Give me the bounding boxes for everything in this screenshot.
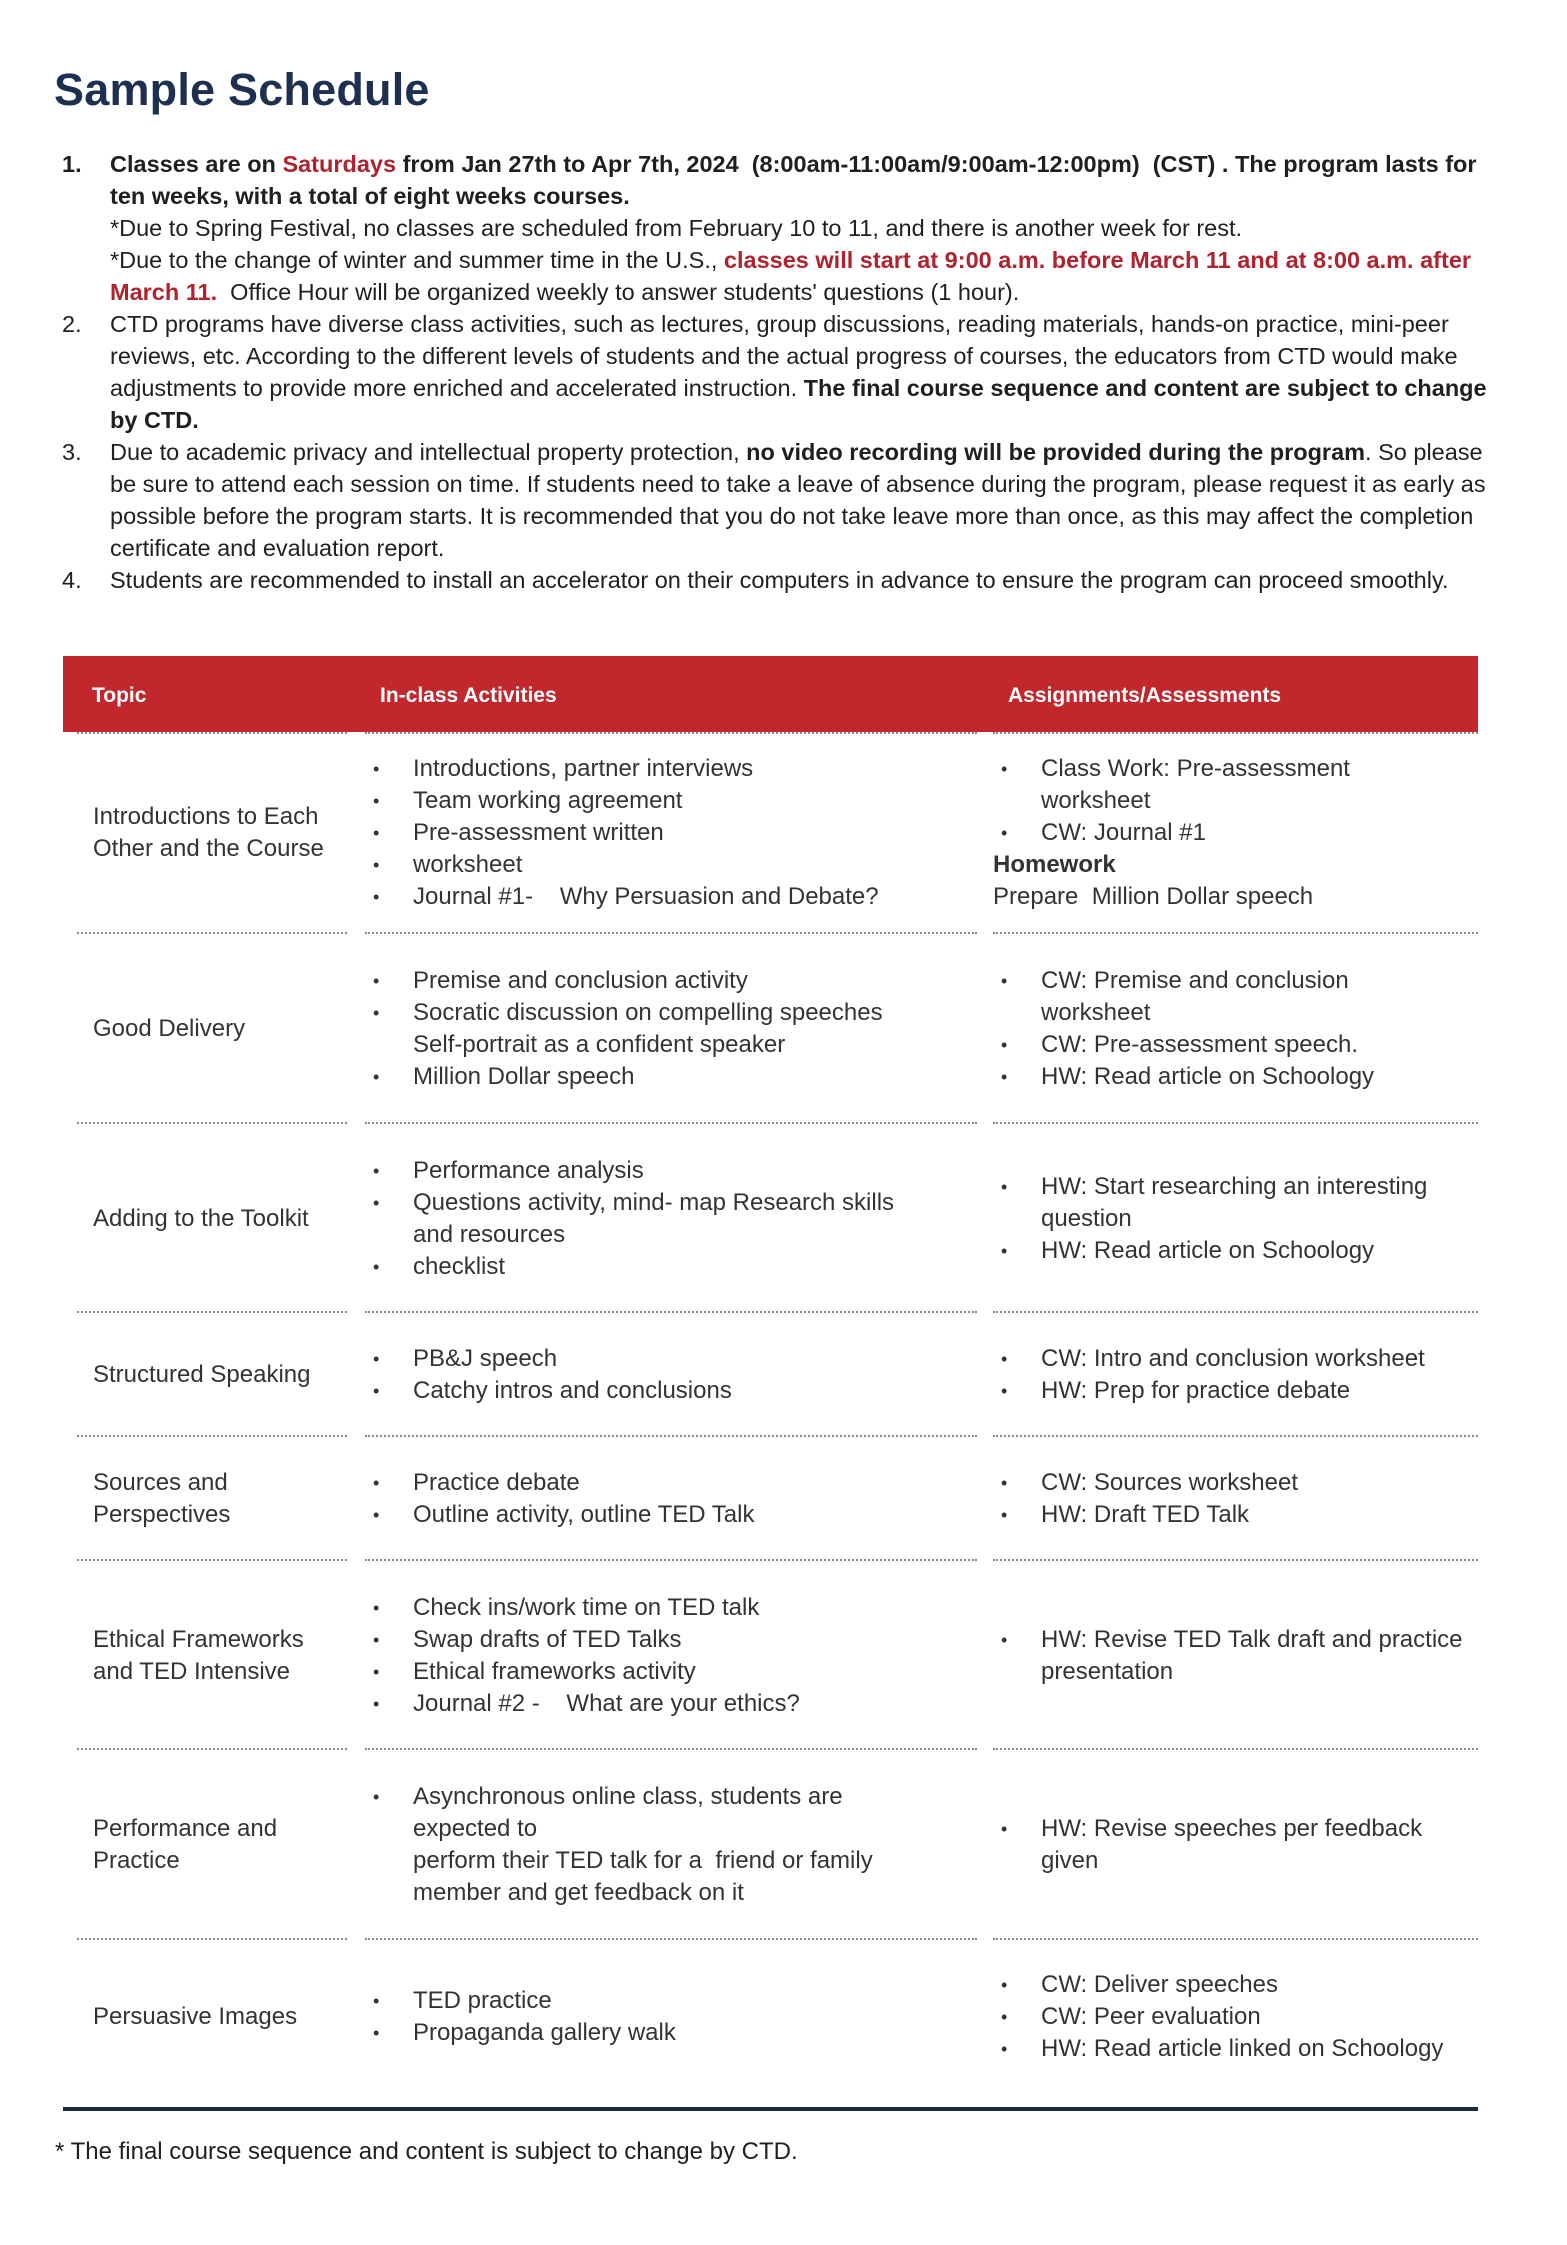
assignments-block xyxy=(993,1343,1463,1407)
activities-list xyxy=(365,965,925,1093)
assignments-cell xyxy=(993,1124,1478,1313)
activities-cell xyxy=(365,1561,1037,1750)
note-text: Due to academic privacy and intellectual property protection, xyxy=(110,439,747,465)
table-row xyxy=(63,1124,1478,1313)
note-highlight: classes will start at 9:00 a.m. before March 11 and at 8:00 a.m. after March 11. xyxy=(110,247,1472,305)
list-item: • Outline activity, outline TED Talk xyxy=(365,1499,925,1531)
note-text: . So please be sure to attend each session on time. If students need to take a leave of absence during the program, please request it as early as possible before the program starts. It is recommended that you do not take leave more than once, as this may affect the completion certificate and evaluation report. xyxy=(110,439,1486,561)
list-item: • checklist xyxy=(365,1251,925,1283)
note-text: Office Hour will be organized weekly to answer students' questions (1 hour). xyxy=(217,279,1020,305)
activities-list xyxy=(365,753,925,913)
page-title: Sample Schedule xyxy=(54,64,430,115)
note-bold: The final course sequence and content are subject to change by CTD. xyxy=(110,375,1487,433)
list-item: • CW: Pre-assessment speech. xyxy=(993,1029,1463,1061)
list-item: • HW: Read article on Schoology xyxy=(993,1235,1463,1267)
assignments-cell xyxy=(993,1313,1478,1437)
activities-cell xyxy=(365,1437,1037,1561)
list-item: • Journal #2 - What are your ethics? xyxy=(365,1688,925,1720)
activities-cell xyxy=(365,1313,1037,1437)
note-body xyxy=(110,308,1492,436)
note-text: CTD programs have diverse class activities, such as lectures, group discussions, reading materials, hands-on practice, mini-peer reviews, etc. According to the different levels of students and the actual progress of courses, the educators from CTD would make adjustments to provide more enriched and accelerated instruction. xyxy=(110,311,1458,401)
assignments-list xyxy=(993,1813,1463,1877)
assignments-block xyxy=(993,1813,1463,1877)
list-item: • Practice debate xyxy=(365,1467,925,1499)
table-row xyxy=(63,732,1478,934)
note-body xyxy=(110,148,1492,308)
topic-cell xyxy=(77,1561,347,1750)
note-body xyxy=(110,564,1492,596)
topic-text: Structured Speaking xyxy=(93,1361,311,1388)
list-item: • Million Dollar speech xyxy=(365,1061,925,1093)
assignments-list xyxy=(993,1969,1463,2065)
topic-text: Introductions to Each Other and the Course xyxy=(93,803,324,862)
topic-text: Adding to the Toolkit xyxy=(93,1204,309,1232)
list-item: • Performance analysis xyxy=(365,1155,925,1187)
schedule-table xyxy=(63,656,1478,2094)
note-2 xyxy=(62,308,1492,436)
topic-cell xyxy=(77,732,347,934)
note-3 xyxy=(62,436,1492,564)
assignments-block xyxy=(993,1467,1463,1531)
activities-list xyxy=(365,1467,925,1531)
homework-text: Prepare Million Dollar speech xyxy=(993,883,1314,910)
note-text: from Jan 27th to Apr 7th, 2024 (8:00am-11:00am/9:00am-12:00pm) (CST) . The program lasts for ten weeks, with a total of eight weeks courses. xyxy=(110,151,1477,209)
activities-list xyxy=(365,1343,925,1407)
note-number: 4. xyxy=(62,567,82,593)
note-number: 2. xyxy=(62,311,82,337)
row-divider xyxy=(77,732,347,734)
assignments-list xyxy=(993,1624,1463,1688)
topic-cell xyxy=(77,1940,347,2094)
assignments-block xyxy=(993,965,1463,1093)
list-item: • Ethical frameworks activity xyxy=(365,1656,925,1688)
list-item: • Swap drafts of TED Talks xyxy=(365,1624,925,1656)
activities-list xyxy=(365,1985,925,2049)
note-number: 1. xyxy=(62,151,82,177)
list-item: • CW: Journal #1 xyxy=(993,817,1463,849)
assignments-cell xyxy=(993,732,1478,934)
note-bold: no video recording will be provided during the program xyxy=(746,439,1366,465)
assignments-block xyxy=(993,1969,1463,2065)
note-4 xyxy=(62,564,1492,596)
assignments-cell xyxy=(993,1940,1478,2094)
list-item: • Journal #1- Why Persuasion and Debate? xyxy=(365,881,925,913)
list-item: • HW: Start researching an interesting question xyxy=(993,1171,1463,1235)
note-3-text xyxy=(110,436,1492,564)
list-item: • HW: Draft TED Talk xyxy=(993,1499,1463,1531)
row-divider xyxy=(365,732,977,734)
topic-text: Performance and Practice xyxy=(93,1815,278,1874)
list-item: • Asynchronous online class, students are expected to perform their TED talk for a friend or family member and get feedback on it xyxy=(365,1781,925,1909)
assignments-list xyxy=(993,1171,1463,1267)
assignments-list xyxy=(993,753,1463,849)
list-item: • PB&J speech xyxy=(365,1343,925,1375)
note-2-text xyxy=(110,308,1492,436)
topic-cell xyxy=(77,1124,347,1313)
notes-list xyxy=(62,148,1492,596)
assignments-cell xyxy=(993,1437,1478,1561)
note-body xyxy=(110,436,1492,564)
list-item: • Socratic discussion on compelling speeches Self-portrait as a confident speaker xyxy=(365,997,925,1061)
note-text: *Due to the change of winter and summer time in the U.S., xyxy=(110,247,724,273)
list-item: • worksheet xyxy=(365,849,925,881)
table-row xyxy=(63,1561,1478,1750)
header-assignments: Assignments/Assessments xyxy=(1008,684,1282,707)
note-1-timechange xyxy=(110,244,1492,308)
table-body xyxy=(63,732,1478,2094)
list-item: • Questions activity, mind- map Research skills and resources xyxy=(365,1187,925,1251)
list-item: • HW: Revise TED Talk draft and practice presentation xyxy=(993,1624,1463,1688)
topic-cell xyxy=(77,934,347,1124)
table-row xyxy=(63,1940,1478,2094)
note-text: Classes are on xyxy=(110,151,283,177)
assignments-block xyxy=(993,753,1463,913)
header-topic: Topic xyxy=(92,684,147,707)
list-item: • CW: Sources worksheet xyxy=(993,1467,1463,1499)
note-highlight: Saturdays xyxy=(282,151,397,177)
footnote: * The final course sequence and content is subject to change by CTD. xyxy=(55,2138,798,2165)
activities-cell xyxy=(365,934,1037,1124)
activities-list xyxy=(365,1781,925,1909)
note-number: 3. xyxy=(62,439,82,465)
activities-cell xyxy=(365,1940,1037,2094)
activities-cell xyxy=(365,1750,1037,1940)
table-row xyxy=(63,934,1478,1124)
note-4-text: Students are recommended to install an accelerator on their computers in advance to ensure the program can proceed smoothly. xyxy=(110,567,1449,593)
list-item: • HW: Prep for practice debate xyxy=(993,1375,1463,1407)
topic-text: Persuasive Images xyxy=(93,2003,298,2030)
activities-list xyxy=(365,1155,925,1283)
assignments-cell xyxy=(993,1750,1478,1940)
assignments-list xyxy=(993,1467,1463,1531)
topic-cell xyxy=(77,1750,347,1940)
table-row xyxy=(63,1313,1478,1437)
table-row xyxy=(63,1437,1478,1561)
assignments-list xyxy=(993,965,1463,1093)
topic-text: Sources and Perspectives xyxy=(93,1469,231,1528)
topic-cell xyxy=(77,1313,347,1437)
note-1 xyxy=(62,148,1492,308)
row-divider xyxy=(993,732,1478,734)
activities-cell xyxy=(365,732,1037,934)
topic-text: Ethical Frameworks and TED Intensive xyxy=(93,1625,304,1685)
list-item: • HW: Read article linked on Schoology xyxy=(993,2033,1463,2065)
header-activities: In-class Activities xyxy=(380,684,557,707)
table-bottom-rule xyxy=(63,2107,1478,2111)
homework-label: Homework xyxy=(993,851,1116,878)
list-item: • HW: Read article on Schoology xyxy=(993,1061,1463,1093)
list-item: • TED practice xyxy=(365,1985,925,2017)
activities-list xyxy=(365,1592,925,1720)
list-item: • CW: Premise and conclusion worksheet xyxy=(993,965,1463,1029)
topic-cell xyxy=(77,1437,347,1561)
assignments-cell xyxy=(993,934,1478,1124)
list-item: • Pre-assessment written xyxy=(365,817,925,849)
list-item: • Catchy intros and conclusions xyxy=(365,1375,925,1407)
list-item: • Team working agreement xyxy=(365,785,925,817)
list-item: • CW: Deliver speeches xyxy=(993,1969,1463,2001)
assignments-block xyxy=(993,1171,1463,1267)
list-item: • Check ins/work time on TED talk xyxy=(365,1592,925,1624)
list-item: • HW: Revise speeches per feedback given xyxy=(993,1813,1463,1877)
assignments-cell xyxy=(993,1561,1478,1750)
activities-cell xyxy=(365,1124,1037,1313)
list-item: • Introductions, partner interviews xyxy=(365,753,925,785)
table-header xyxy=(63,656,1478,732)
list-item: • Premise and conclusion activity xyxy=(365,965,925,997)
table-row xyxy=(63,1750,1478,1940)
list-item: • Class Work: Pre-assessment worksheet xyxy=(993,753,1463,817)
note-1-main xyxy=(110,148,1492,212)
assignments-block xyxy=(993,1624,1463,1688)
list-item: • CW: Peer evaluation xyxy=(993,2001,1463,2033)
assignments-list xyxy=(993,1343,1463,1407)
list-item: • Propaganda gallery walk xyxy=(365,2017,925,2049)
note-1-festival: *Due to Spring Festival, no classes are scheduled from February 10 to 11, and there is another week for rest. xyxy=(110,215,1243,241)
topic-text: Good Delivery xyxy=(93,1015,246,1042)
list-item: • CW: Intro and conclusion worksheet xyxy=(993,1343,1463,1375)
